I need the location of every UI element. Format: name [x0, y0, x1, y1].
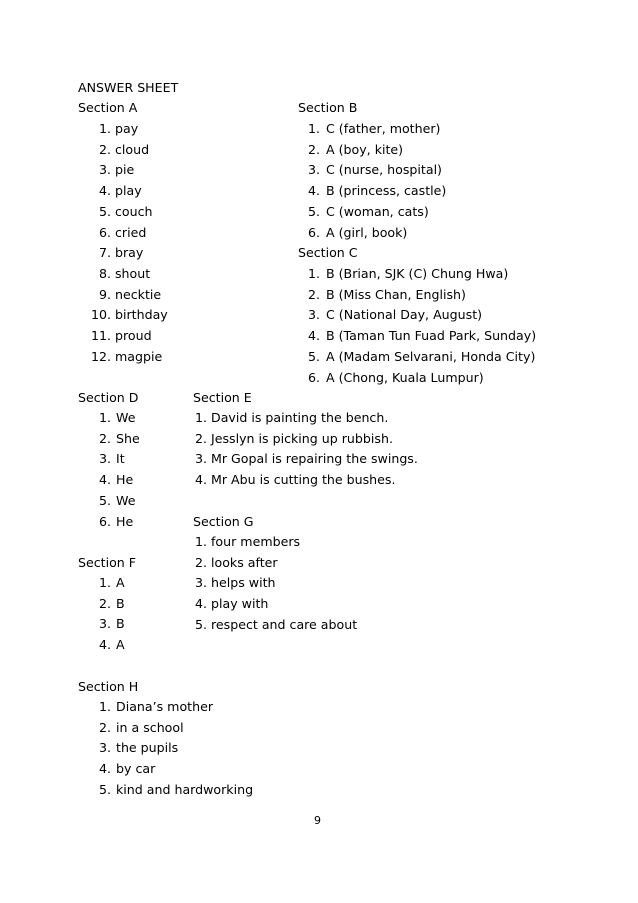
list-item-text: play — [115, 183, 142, 198]
list-item-text: shout — [115, 266, 151, 281]
list-item-text: respect and care about — [211, 617, 358, 632]
list-item-text: proud — [115, 328, 152, 343]
list-item-number: 8. — [98, 266, 111, 281]
list-item-text: looks after — [211, 555, 278, 570]
list-item-number: 5. — [98, 493, 111, 508]
list-item-number: 1. — [194, 410, 207, 425]
list-item-number: 1. — [98, 575, 111, 590]
list-item-number: 5. — [307, 204, 320, 219]
list-item-number: 1. — [307, 121, 320, 136]
list-item-number: 3. — [307, 307, 320, 322]
list-item-text: pie — [115, 162, 135, 177]
list-item-number: 2. — [98, 720, 111, 735]
list-item-number: 5. — [98, 782, 111, 797]
list-item-text: magpie — [115, 349, 163, 364]
list-item-number: 3. — [194, 451, 207, 466]
page-title: ANSWER SHEET — [78, 80, 179, 95]
list-item-number: 1. — [98, 699, 111, 714]
list-item-text: cried — [115, 225, 147, 240]
list-item-number: 2. — [98, 596, 111, 611]
list-item-text: A — [116, 637, 125, 652]
list-item-number: 2. — [98, 142, 111, 157]
list-item-number: 2. — [307, 142, 320, 157]
list-item-number: 4. — [98, 761, 111, 776]
list-item-number: 1. — [98, 410, 111, 425]
list-item-number: 6. — [307, 225, 320, 240]
list-item-text: A (Madam Selvarani, Honda City) — [326, 349, 536, 364]
list-item-text: the pupils — [116, 740, 179, 755]
list-item-text: B — [116, 616, 125, 631]
section-f-heading: Section F — [78, 555, 137, 570]
list-item-number: 2. — [98, 431, 111, 446]
list-item-number: 12. — [90, 349, 111, 364]
list-item-text: Diana’s mother — [116, 699, 213, 714]
section-e-heading: Section E — [193, 390, 252, 405]
list-item-number: 4. — [194, 596, 207, 611]
list-item-number: 4. — [307, 183, 320, 198]
list-item-text: cloud — [115, 142, 150, 157]
list-item-text: C (National Day, August) — [326, 307, 483, 322]
list-item-number: 3. — [98, 162, 111, 177]
list-item-number: 6. — [98, 225, 111, 240]
section-h-heading: Section H — [78, 679, 139, 694]
list-item-number: 11. — [90, 328, 111, 343]
list-item-number: 5. — [307, 349, 320, 364]
list-item-text: play with — [211, 596, 269, 611]
list-item-text: Mr Gopal is repairing the swings. — [211, 451, 418, 466]
list-item-text: She — [116, 431, 140, 446]
list-item-text: Mr Abu is cutting the bushes. — [211, 472, 396, 487]
list-item-text: B (Brian, SJK (C) Chung Hwa) — [326, 266, 509, 281]
list-item-number: 3. — [98, 616, 111, 631]
list-item-text: C (woman, cats) — [326, 204, 429, 219]
list-item-text: We — [116, 410, 136, 425]
list-item-number: 4. — [98, 637, 111, 652]
list-item-number: 9. — [98, 287, 111, 302]
list-item-text: B (Miss Chan, English) — [326, 287, 466, 302]
list-item-text: pay — [115, 121, 139, 136]
list-item-text: He — [116, 472, 134, 487]
list-item-text: B (Taman Tun Fuad Park, Sunday) — [326, 328, 537, 343]
list-item-text: B (princess, castle) — [326, 183, 447, 198]
list-item-number: 10. — [90, 307, 111, 322]
list-item-text: A (girl, book) — [326, 225, 408, 240]
list-item-text: Jesslyn is picking up rubbish. — [211, 431, 393, 446]
list-item-text: We — [116, 493, 136, 508]
list-item-text: He — [116, 514, 134, 529]
list-item-text: A — [116, 575, 125, 590]
list-item-number: 4. — [194, 472, 207, 487]
list-item-number: 2. — [194, 431, 207, 446]
list-item-number: 1. — [98, 121, 111, 136]
list-item-number: 3. — [98, 451, 111, 466]
list-item-number: 4. — [98, 183, 111, 198]
section-c-heading: Section C — [298, 245, 358, 260]
list-item-number: 2. — [194, 555, 207, 570]
list-item-number: 2. — [307, 287, 320, 302]
list-item-text: by car — [116, 761, 156, 776]
list-item-number: 4. — [98, 472, 111, 487]
list-item-text: in a school — [116, 720, 184, 735]
list-item-text: bray — [115, 245, 144, 260]
section-a-heading: Section A — [78, 100, 138, 115]
list-item-number: 3. — [194, 575, 207, 590]
list-item-text: C (father, mother) — [326, 121, 441, 136]
list-item-number: 7. — [98, 245, 111, 260]
section-g-heading: Section G — [193, 514, 254, 529]
section-d-heading: Section D — [78, 390, 139, 405]
list-item-text: It — [116, 451, 125, 466]
list-item-number: 5. — [194, 617, 207, 632]
list-item-text: birthday — [115, 307, 168, 322]
list-item-number: 3. — [98, 740, 111, 755]
list-item-text: C (nurse, hospital) — [326, 162, 442, 177]
list-item-text: kind and hardworking — [116, 782, 254, 797]
list-item-text: four members — [211, 534, 301, 549]
list-item-number: 1. — [307, 266, 320, 281]
section-b-heading: Section B — [298, 100, 358, 115]
list-item-text: A (boy, kite) — [326, 142, 404, 157]
list-item-text: B — [116, 596, 125, 611]
list-item-number: 1. — [194, 534, 207, 549]
list-item-text: A (Chong, Kuala Lumpur) — [326, 370, 484, 385]
list-item-text: David is painting the bench. — [211, 410, 389, 425]
list-item-text: necktie — [115, 287, 162, 302]
list-item-number: 3. — [307, 162, 320, 177]
list-item-number: 6. — [307, 370, 320, 385]
page-number: 9 — [314, 814, 321, 827]
list-item-text: couch — [115, 204, 153, 219]
list-item-text: helps with — [211, 575, 276, 590]
list-item-number: 4. — [307, 328, 320, 343]
list-item-number: 6. — [98, 514, 111, 529]
list-item-number: 5. — [98, 204, 111, 219]
